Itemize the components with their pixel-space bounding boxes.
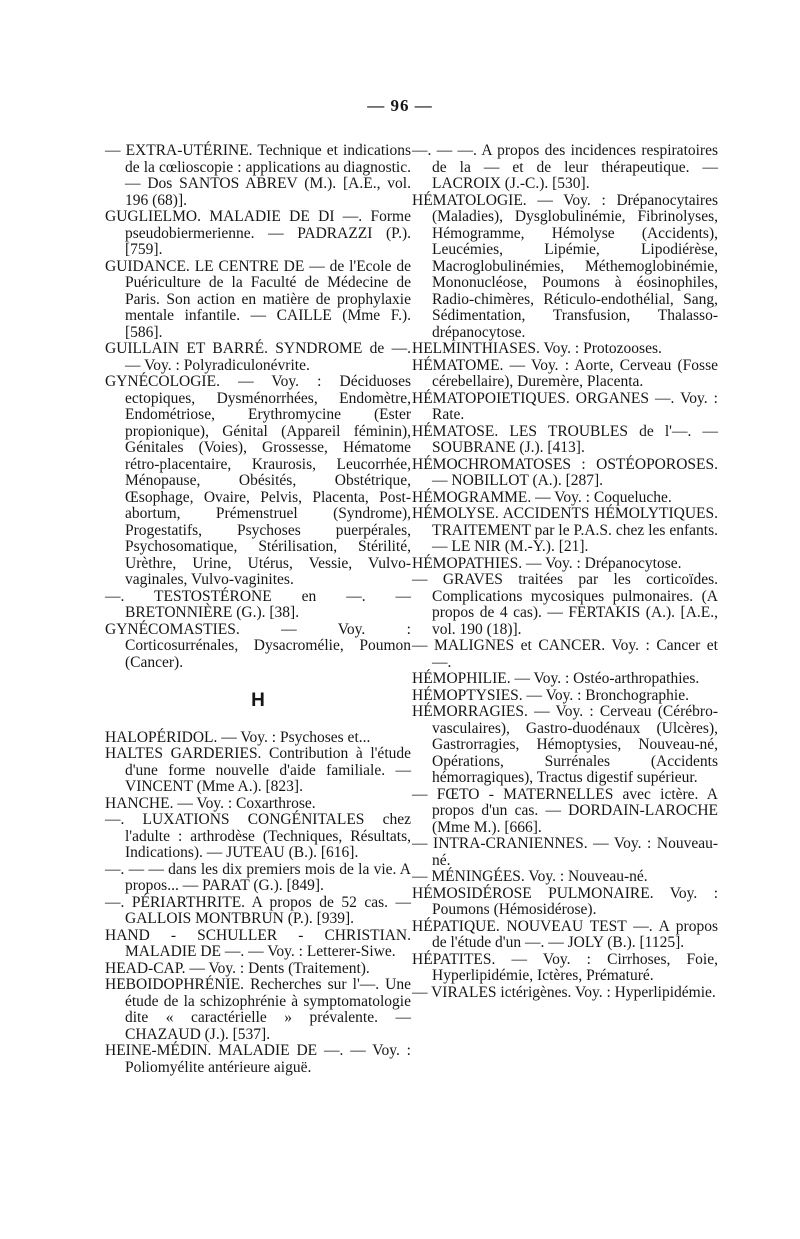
index-entry: GYNÉCOLOGIE. — Voy. : Déciduoses ectopiques, Dysménorrhées, Endomètre, Endométriose, Erythromycine (Ester propionique), Génital (Appareil féminin), Génitales (Voies), Grossesse, Hématome rétro-placentaire, Kraurosis, Leucorrhée, Ménopause, Obésités, Obstétrique, Œsophage, Ovaire, Pelvis, Placenta, Post-abortum, Prémenstruel (Syndrome), Progestatifs, Psychoses puerpérales, Psychosomatique, Stérilisation, Stérilité, Urèthre, Urine, Utérus, Vessie, Vulvo-vaginales, Vulvo-vaginites.	[105, 373, 411, 588]
index-entry: HÉMOCHROMATOSES : OSTÉOPOROSES. — NOBILLOT (A.). [287].	[412, 455, 718, 489]
index-entry: —. LUXATIONS CONGÉNITALES chez l'adulte : arthrodèse (Techniques, Résultats, Indications). — JUTEAU (B.). [616].	[105, 811, 411, 861]
index-entry: GUGLIELMO. MALADIE DE DI —. Forme pseudobiermerienne. — PADRAZZI (P.). [759].	[105, 208, 411, 258]
index-entry: HEAD-CAP. — Voy. : Dents (Traitement).	[105, 959, 370, 977]
index-entry: HÉMOSIDÉROSE PULMONAIRE. Voy. : Poumons (Hémosidérose).	[412, 884, 718, 918]
index-entry: HÉMATOPOIETIQUES. ORGANES —. Voy. : Rate.	[412, 389, 718, 423]
index-entry: HÉMOLYSE. ACCIDENTS HÉMOLYTIQUES. TRAITEMENT par le P.A.S. chez les enfants. — LE NIR (M.-Y.). [21].	[412, 505, 718, 555]
index-entry: —. TESTOSTÉRONE en —. — BRETONNIÈRE (G.). [38].	[105, 587, 411, 621]
index-entry: HELMINTHIASES. Voy. : Protozooses.	[412, 340, 662, 357]
index-entry: HÉPATITES. — Voy. : Cirrhoses, Foie, Hyperlipidémie, Ictères, Prématuré.	[412, 950, 718, 984]
index-entry: HEBOIDOPHRÉNIE. Recherches sur l'—. Une étude de la schizophrénie à symptomatologie dite « caractérielle » prévalente. — CHAZAUD (J.). [537].	[105, 976, 411, 1043]
index-entry: HÉMOPATHIES. — Voy. : Drépanocytose.	[412, 554, 682, 572]
index-entry: — MALIGNES et CANCER. Voy. : Cancer et —.	[412, 637, 718, 671]
index-entry: HALTES GARDERIES. Contribution à l'étude d'une forme nouvelle d'aide familiale. — VINCENT (Mme A.). [823].	[105, 745, 411, 795]
left-entries-h	[105, 730, 411, 1077]
index-entry: HÉMATOLOGIE. — Voy. : Drépanocytaires (Maladies), Dysglobulinémie, Fibrinolyses, Hémogramme, Hémolyse (Accidents), Leucémies, Lipémie, Lipodiérèse, Macroglobulinémies, Méthemoglobinémie, Mononucléose, Poumons à éosinophiles, Radio-chimères, Réticulo-endothélial, Sang, Sédimentation, Transfusion, Thalasso-drépanocytose.	[412, 191, 718, 341]
index-entry: HÉPATIQUE. NOUVEAU TEST —. A propos de l'étude d'un —. — JOLY (B.). [1125].	[412, 917, 718, 951]
left-entries-g	[105, 143, 411, 671]
right-column	[412, 143, 718, 1001]
index-entry: HÉMOPHILIE. — Voy. : Ostéo-arthropathies.	[412, 670, 700, 687]
index-entry: HÉMORRAGIES. — Voy. : Cerveau (Cérébro-vasculaires), Gastro-duodénaux (Ulcères), Gastrorragies, Hémoptysies, Nouveau-né, Opérations, Surrénales (Accidents hémorragiques), Tractus digestif supérieur.	[412, 703, 718, 786]
left-column	[105, 143, 411, 1076]
index-entry: —. — — dans les dix premiers mois de la vie. A propos... — PARAT (G.). [849].	[105, 860, 411, 894]
index-entry: HÉMATOME. — Voy. : Aorte, Cerveau (Fosse cérebellaire), Duremère, Placenta.	[412, 356, 718, 390]
index-entry: HALOPÉRIDOL. — Voy. : Psychoses et...	[105, 728, 371, 746]
index-entry: — EXTRA-UTÉRINE. Technique et indications de la cœlioscopie : applications au diagnostic. — Dos SANTOS ABREV (M.). [A.E., vol. 196 (68)].	[105, 142, 411, 209]
page-number: — 96 —	[367, 96, 433, 115]
index-entry: HEINE-MÉDIN. MALADIE DE —. — Voy. : Poliomyélite antérieure aiguë.	[105, 1042, 411, 1076]
index-entry: HAND - SCHULLER - CHRISTIAN. MALADIE DE —. — Voy. : Letterer-Siwe.	[105, 926, 411, 960]
index-entry: — INTRA-CRANIENNES. — Voy. : Nouveau-né.	[412, 835, 718, 869]
index-entry: HÉMATOSE. LES TROUBLES de l'—. — SOUBRANE (J.). [413].	[412, 422, 718, 456]
index-entry: HÉMOPTYSIES. — Voy. : Bronchographie.	[412, 686, 689, 704]
index-entry: GYNÉCOMASTIES. — Voy. : Corticosurrénales, Dysacromélie, Poumon (Cancer).	[105, 620, 411, 671]
section-letter: H	[251, 690, 265, 711]
index-entry: — VIRALES ictérigènes. Voy. : Hyperlipidémie.	[412, 983, 716, 1001]
index-entry: GUILLAIN ET BARRÉ. SYNDROME de —. — Voy. : Polyradiculonévrite.	[105, 340, 411, 374]
index-entry: HÉMOGRAMME. — Voy. : Coqueluche.	[412, 488, 672, 506]
index-entry: HANCHE. — Voy. : Coxarthrose.	[105, 794, 316, 812]
index-entry: —. — —. A propos des incidences respiratoires de la — et de leur thérapeutique. — LACROIX (J.-C.). [530].	[412, 142, 718, 192]
index-entry: — MÉNINGÉES. Voy. : Nouveau-né.	[412, 868, 648, 885]
index-entry: — GRAVES traitées par les corticoïdes. Complications mycosiques pulmonaires. (A propos de 4 cas). — FERTAKIS (A.). [A.E., vol. 190 (18)].	[412, 571, 718, 638]
index-entry: — FŒTO - MATERNELLES avec ictère. A propos d'un cas. — DORDAIN-LAROCHE (Mme M.). [666].	[412, 785, 718, 836]
index-entry: GUIDANCE. LE CENTRE DE — de l'Ecole de Puériculture de la Faculté de Médecine de Paris. Son action en matière de prophylaxie mentale infantile. — CAILLE (Mme F.). [586].	[105, 257, 411, 341]
index-entry: —. PÉRIARTHRITE. A propos de 52 cas. — GALLOIS MONTBRUN (P.). [939].	[105, 893, 411, 927]
